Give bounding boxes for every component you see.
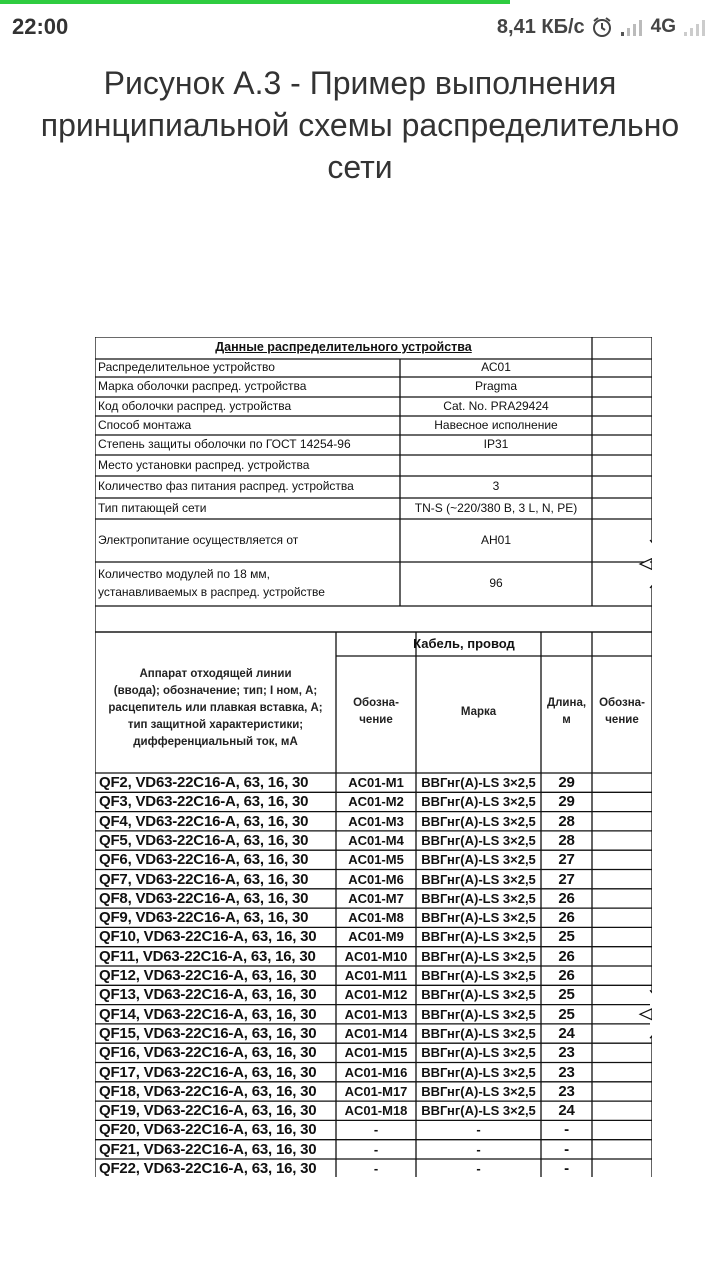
table-row-designation: - bbox=[373, 1122, 379, 1138]
table-row-brand: ВВГнг(А)-LS 3×2,5 bbox=[421, 852, 536, 868]
table-row-designation: AC01-M17 bbox=[344, 1083, 408, 1099]
device-table-heading: Данные распределительного устройства bbox=[215, 340, 472, 354]
col-header-length-line: м bbox=[562, 714, 571, 726]
table-row-designation: AC01-M9 bbox=[348, 929, 404, 945]
col-header-designation-2-line: Обозна- bbox=[599, 697, 645, 709]
table-row-apparatus: QF20, VD63-22C16-A, 63, 16, 30 bbox=[99, 1121, 317, 1139]
table-row-brand: ВВГнг(А)-LS 3×2,5 bbox=[421, 813, 536, 829]
table-row-brand: ВВГнг(А)-LS 3×2,5 bbox=[421, 1103, 536, 1119]
table-row-length: - bbox=[564, 1121, 569, 1139]
device-param-value: Pragma bbox=[474, 379, 518, 393]
table-row-brand: ВВГнг(А)-LS 3×2,5 bbox=[421, 794, 536, 810]
title-line-1: Рисунок А.3 - Пример выполнения bbox=[103, 65, 617, 101]
net-speed: 8,41 КБ/с bbox=[496, 15, 585, 38]
table-row-apparatus: QF19, VD63-22C16-A, 63, 16, 30 bbox=[99, 1102, 317, 1120]
table-row-brand: - bbox=[476, 1141, 481, 1157]
table-row-length: 25 bbox=[558, 986, 575, 1004]
table-row-designation: - bbox=[373, 1141, 379, 1157]
col-header-designation-2 bbox=[592, 695, 652, 729]
status-bar bbox=[0, 0, 720, 52]
table-row-length: 26 bbox=[558, 947, 575, 965]
device-param-value: АС01 bbox=[481, 360, 511, 374]
table-row-apparatus: QF2, VD63-22C16-A, 63, 16, 30 bbox=[99, 774, 309, 791]
table-row-length: 27 bbox=[558, 870, 575, 888]
table-row-designation: AC01-M2 bbox=[348, 794, 404, 810]
table-row-length: 23 bbox=[558, 1082, 575, 1100]
table-row-brand: ВВГнг(А)-LS 3×2,5 bbox=[421, 1025, 536, 1041]
table-row-apparatus: QF5, VD63-22C16-A, 63, 16, 30 bbox=[99, 831, 309, 849]
table-row-apparatus: QF3, VD63-22C16-A, 63, 16, 30 bbox=[99, 793, 309, 811]
table-row-designation: AC01-M1 bbox=[348, 775, 404, 790]
device-param-label: Способ монтажа bbox=[98, 417, 192, 432]
device-param-label: Место установки распред. устройства bbox=[98, 457, 310, 472]
table-row-length: 25 bbox=[558, 1005, 575, 1023]
status-right bbox=[497, 14, 710, 40]
table-row-designation: AC01-M13 bbox=[344, 1006, 408, 1022]
network-type: 4G bbox=[650, 16, 676, 37]
col-header-designation-line: Обозна- bbox=[353, 697, 399, 709]
col-header-apparatus-line: тип защитной характеристики; bbox=[127, 719, 304, 731]
device-param-value: Навесное исполнение bbox=[434, 417, 558, 432]
device-param-label: Распределительное устройство bbox=[98, 360, 275, 374]
table-row-brand: - bbox=[476, 1161, 481, 1176]
table-row-brand: ВВГнг(А)-LS 3×2,5 bbox=[421, 929, 536, 945]
col-header-brand: Марка bbox=[460, 706, 497, 718]
table-row-length: 26 bbox=[558, 909, 575, 927]
table-row-length: 28 bbox=[558, 831, 575, 849]
device-param-label: Степень защиты оболочки по ГОСТ 14254-96 bbox=[98, 437, 351, 451]
device-param-value: 3 bbox=[492, 479, 500, 493]
table-row-brand: ВВГнг(А)-LS 3×2,5 bbox=[421, 890, 536, 906]
table-row-designation: AC01-M11 bbox=[344, 968, 408, 983]
table-row-designation: AC01-M7 bbox=[348, 890, 404, 906]
table-row-designation: AC01-M12 bbox=[344, 987, 408, 1003]
table-row-length: 24 bbox=[558, 1024, 575, 1042]
table-row-length: - bbox=[564, 1140, 569, 1158]
table-row-apparatus: QF7, VD63-22C16-A, 63, 16, 30 bbox=[99, 870, 309, 888]
table-row-designation: - bbox=[373, 1161, 379, 1176]
table-row-length: 28 bbox=[558, 812, 575, 830]
col-header-length-line: Длина, bbox=[546, 697, 587, 709]
table-row-brand: ВВГнг(А)-LS 3×2,5 bbox=[421, 871, 536, 887]
alarm-icon bbox=[591, 16, 613, 38]
table-row-apparatus: QF22, VD63-22C16-A, 63, 16, 30 bbox=[99, 1160, 317, 1177]
title-line-3: сети bbox=[327, 149, 393, 185]
table-row-brand: ВВГнг(А)-LS 3×2,5 bbox=[421, 1064, 536, 1080]
table-row-designation: AC01-M8 bbox=[348, 910, 404, 926]
table-row-brand: ВВГнг(А)-LS 3×2,5 bbox=[421, 1083, 536, 1099]
table-row-length: 29 bbox=[558, 774, 575, 791]
table-row-designation: AC01-M10 bbox=[344, 948, 408, 964]
device-param-label: Код оболочки распред. устройства bbox=[98, 398, 292, 413]
table-row-apparatus: QF11, VD63-22C16-A, 63, 16, 30 bbox=[99, 947, 316, 965]
col-header-apparatus-line: Аппарат отходящей линии bbox=[139, 668, 292, 680]
table-row-designation: AC01-M4 bbox=[348, 832, 404, 848]
col-header-designation-line: чение bbox=[359, 714, 393, 726]
col-header-apparatus-line: расцепитель или плавкая вставка, А; bbox=[108, 702, 323, 714]
device-param-label: Количество фаз питания распред. устройства bbox=[98, 479, 354, 493]
device-param-label: Количество модулей по 18 мм, bbox=[98, 567, 270, 581]
table-row-length: 26 bbox=[558, 967, 575, 984]
table-row-brand: ВВГнг(А)-LS 3×2,5 bbox=[421, 1006, 536, 1022]
status-time: 22:00 bbox=[12, 14, 69, 39]
table-row-length: 25 bbox=[558, 928, 575, 946]
col-header-apparatus-line: дифференциальный ток, мА bbox=[133, 736, 298, 748]
table-row-length: 23 bbox=[558, 1044, 575, 1062]
table-row-brand: - bbox=[476, 1122, 481, 1138]
table-row-apparatus: QF14, VD63-22C16-A, 63, 16, 30 bbox=[99, 1005, 317, 1023]
table-row-apparatus: QF17, VD63-22C16-A, 63, 16, 30 bbox=[99, 1063, 317, 1081]
device-param-value: АН01 bbox=[480, 532, 512, 547]
device-param-value: TN-S (~220/380 В, 3 L, N, PE) bbox=[414, 500, 578, 515]
table-row-length: 24 bbox=[558, 1102, 575, 1120]
cable-group-header: Кабель, провод bbox=[413, 636, 515, 651]
table-row-designation: AC01-M18 bbox=[344, 1103, 408, 1119]
col-header-designation bbox=[336, 695, 416, 729]
device-param-label: устанавливаемых в распред. устройстве bbox=[98, 585, 325, 599]
device-param-label: Тип питающей сети bbox=[98, 500, 207, 515]
col-header-designation-2-line: чение bbox=[605, 714, 639, 726]
table-row-designation: AC01-M16 bbox=[344, 1064, 408, 1080]
table-row-length: 26 bbox=[558, 889, 575, 907]
table-row-designation: AC01-M3 bbox=[348, 813, 404, 829]
table-row-brand: ВВГнг(А)-LS 3×2,5 bbox=[421, 1045, 536, 1061]
table-row-brand: ВВГнг(А)-LS 3×2,5 bbox=[421, 832, 536, 848]
table-row-apparatus: QF4, VD63-22C16-A, 63, 16, 30 bbox=[99, 812, 309, 830]
table-row-apparatus: QF6, VD63-22C16-A, 63, 16, 30 bbox=[99, 851, 309, 869]
table-row-designation: AC01-M15 bbox=[344, 1045, 408, 1061]
table-row-designation: AC01-M14 bbox=[344, 1025, 408, 1041]
device-param-value: 96 bbox=[489, 576, 503, 590]
device-param-label: Марка оболочки распред. устройства bbox=[98, 379, 307, 393]
col-header-apparatus bbox=[95, 666, 336, 751]
table-row-apparatus: QF9, VD63-22C16-A, 63, 16, 30 bbox=[99, 909, 309, 927]
table-row-length: 27 bbox=[558, 851, 575, 869]
page-title bbox=[0, 62, 720, 188]
table-row-brand: ВВГнг(А)-LS 3×2,5 bbox=[421, 948, 536, 964]
device-param-value: IP31 bbox=[483, 437, 509, 451]
table-row-length: 29 bbox=[558, 793, 575, 811]
table-row-apparatus: QF18, VD63-22C16-A, 63, 16, 30 bbox=[99, 1082, 317, 1100]
signal-icon bbox=[619, 17, 645, 37]
device-param-label: Электропитание осуществляется от bbox=[98, 532, 299, 547]
device-param-value: Cat. No. PRA29424 bbox=[443, 398, 549, 413]
table-row-apparatus: QF15, VD63-22C16-A, 63, 16, 30 bbox=[99, 1024, 317, 1042]
table-row-apparatus: QF13, VD63-22C16-A, 63, 16, 30 bbox=[99, 986, 317, 1004]
table-row-length: - bbox=[564, 1160, 569, 1177]
table-row-brand: ВВГнг(А)-LS 3×2,5 bbox=[421, 775, 536, 790]
signal-icon-secondary bbox=[682, 17, 710, 37]
table-row-apparatus: QF16, VD63-22C16-A, 63, 16, 30 bbox=[99, 1044, 317, 1062]
table-row-designation: AC01-M6 bbox=[348, 871, 404, 887]
table-row-apparatus: QF8, VD63-22C16-A, 63, 16, 30 bbox=[99, 889, 309, 907]
table-row-apparatus: QF12, VD63-22C16-A, 63, 16, 30 bbox=[99, 967, 317, 984]
col-header-apparatus-line: (ввода); обозначение; тип; I ном, А; bbox=[113, 685, 318, 697]
table-row-apparatus: QF21, VD63-22C16-A, 63, 16, 30 bbox=[99, 1140, 317, 1158]
title-line-2: принципиальной схемы распределительно bbox=[40, 107, 680, 143]
table-row-brand: ВВГнг(А)-LS 3×2,5 bbox=[421, 987, 536, 1003]
table-row-designation: AC01-M5 bbox=[348, 852, 404, 868]
table-row-brand: ВВГнг(А)-LS 3×2,5 bbox=[421, 968, 536, 983]
table-row-brand: ВВГнг(А)-LS 3×2,5 bbox=[421, 910, 536, 926]
table-row-length: 23 bbox=[558, 1063, 575, 1081]
col-header-length bbox=[541, 695, 592, 729]
scanned-document-image bbox=[95, 337, 652, 1177]
table-row-apparatus: QF10, VD63-22C16-A, 63, 16, 30 bbox=[99, 928, 317, 946]
